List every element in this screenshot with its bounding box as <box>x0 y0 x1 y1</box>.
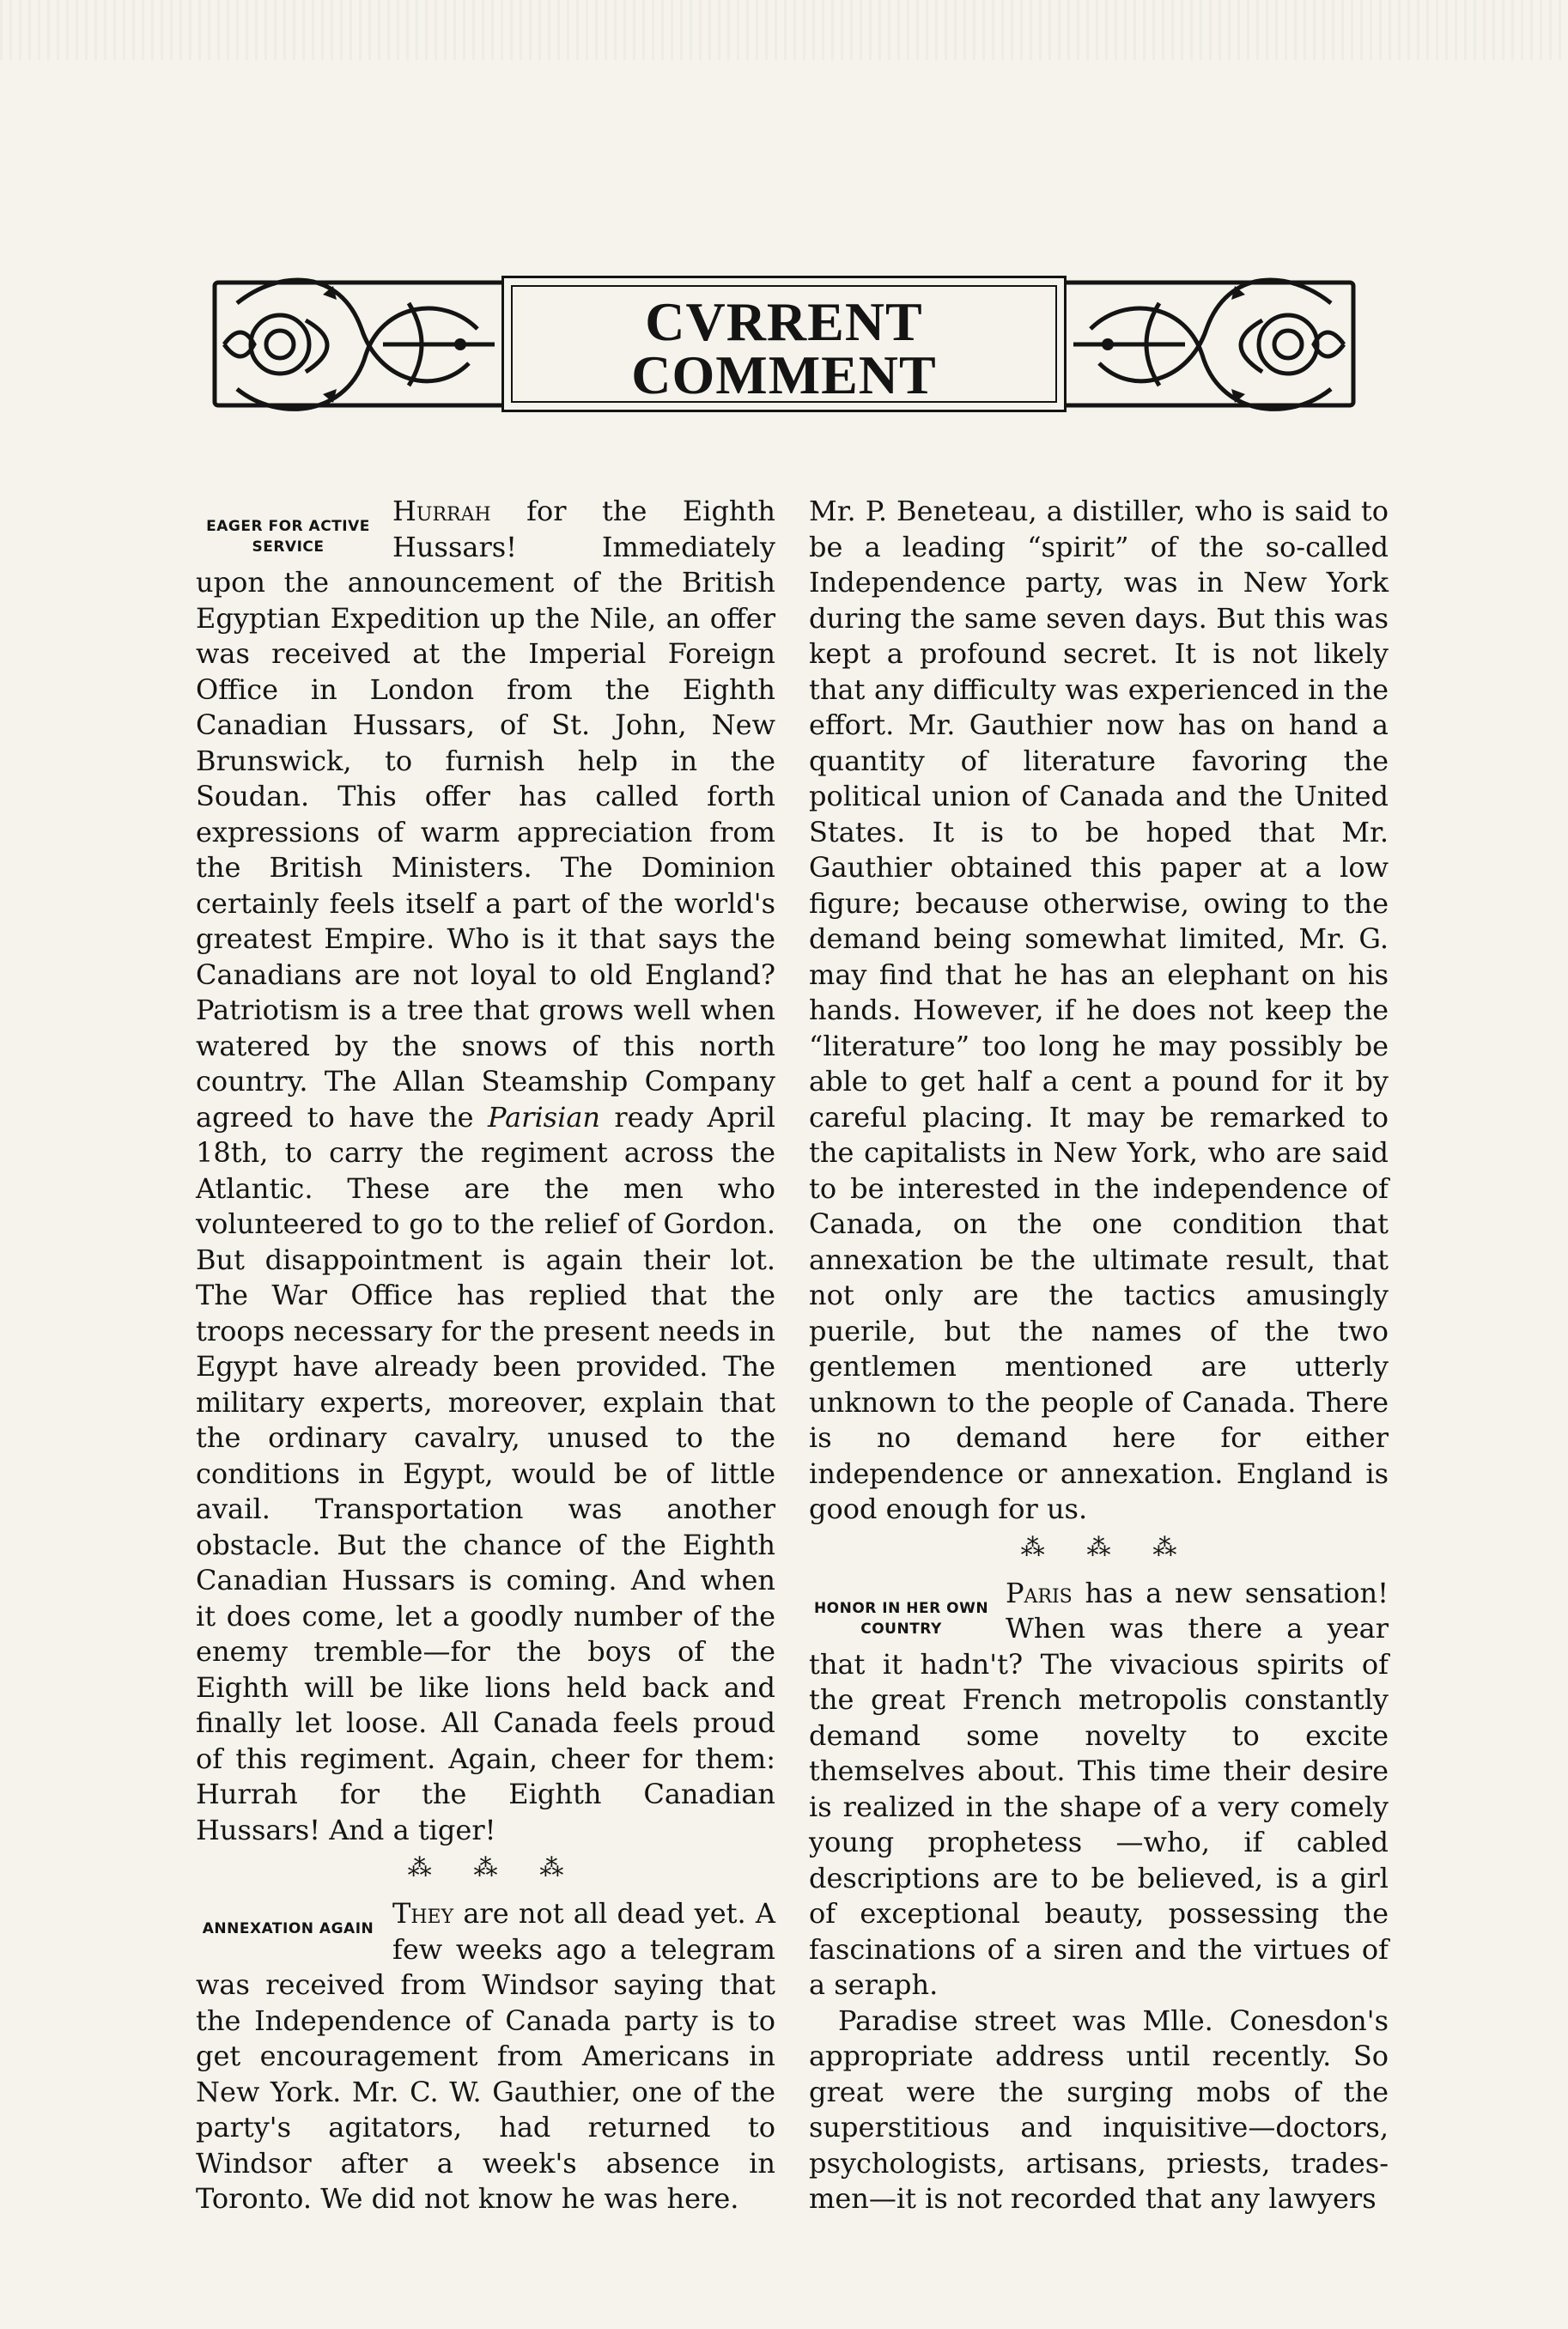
article-body: for the Eighth Hussars! Immediately upon the announcement of the British Egyptian Expedition up the Nile, an offer was received at the Imperial Foreign Office in London from the Eighth Canadian Hussars, of St. John, New Brunswick, to furnish help in the Soudan. This offer has called forth expressions of warm appreciation from the British Ministers. The Dominion certainly feels itself a part of the world's greatest Empire. Who is it that says the Canadians are not loyal to old England? Patriotism is a tree that grows well when watered by the snows of this north country. The Allan Steamship Company agreed to have the <box>196 495 775 1134</box>
section-separator: ⁂ ⁂ ⁂ <box>1020 1532 1177 1561</box>
left-column <box>196 494 775 2217</box>
right-column <box>809 494 1389 2217</box>
article-annexation-again-continued: Mr. P. Beneteau, a distiller, who is said to be a leading “spirit” of the so-called Independence party, was in New York during the same seven days. But this was kept a profound secret. It is not likely that any difficulty was experienced in the effort. Mr. Gauthier now has on hand a quantity of literature favoring the political union of Canada and the United States. It is to be hoped that Mr. Gauthier obtained this paper at a low figure; because otherwise, owing to the demand being somewhat limited, Mr. G. may find that he has an elephant on his hands. However, if he does not keep the “literature” too long he may possibly be able to get half a cent a pound for it by careful placing. It may be remarked to the capitalists in New York, who are said to be interested in the independence of Canada, on the one condition that annexation be the ultimate result, that not only are the tactics amusingly puerile, but the names of the two gentlemen mentioned are utterly unknown to the people of Canada. There is no demand here for either independence or annexation. England is good enough for us. <box>809 495 1389 1525</box>
article-eager-for-active-service <box>196 494 775 1848</box>
lead-word: Hurrah <box>392 495 491 527</box>
section-title <box>504 291 1064 405</box>
title-line-2: COMMENT <box>631 344 937 405</box>
article-body-continued: ready April 18th, to carry the regiment across the Atlantic. These are the men who volunteered to go to the relief of Gordon. But disappointment is again their lot. The War Office has replied that the troops necessary for the present needs in Egypt have already been provided. The military experts, moreover, explain that the ordinary cavalry, unused to the conditions in Egypt, would be of little avail. Transportation was another obstacle. But the chance of the Eighth Canadian Hussars is coming. And when it does come, let a goodly number of the enemy tremble—for the boys of the Eighth will be like lions held back and finally let loose. All Canada feels proud of this regiment. Again, cheer for them: Hurrah for the Eighth Canadian Hussars! And a tiger! <box>196 1100 776 1846</box>
print-scuff <box>0 0 1568 60</box>
lead-word: Paris <box>1006 1576 1073 1609</box>
side-heading: HONOR IN HER OWN COUNTRY <box>813 1599 989 1638</box>
masthead <box>211 269 1357 419</box>
article-paragraph: Paradise street was Mlle. Conesdon's appropriate address until recently. So great were the surging mobs of the superstitious and inquisitive—doctors, psychologists, artisans, priests, tradesmen—it is not recorded that any lawyers <box>809 2004 1389 2215</box>
section-separator: ⁂ ⁂ ⁂ <box>407 1853 564 1882</box>
side-heading: ANNEXATION AGAIN <box>202 1920 374 1937</box>
title-box <box>501 276 1067 412</box>
article-body: are not all dead yet. A few weeks ago a telegram was received from Windsor saying that the Independence of Canada party is to get encouragement from Americans in New York. Mr. C. W. Gauthier, one of the party's agitators, had returned to Windsor after a week's absence in Toronto. We did not know he was here. <box>196 1897 775 2215</box>
article-annexation-again <box>196 1896 775 2217</box>
article-honor-in-her-own-country <box>809 1576 1389 2004</box>
lead-word: They <box>392 1897 454 1930</box>
title-line-1: CVRRENT <box>645 291 923 352</box>
side-heading: EAGER FOR ACTIVE SERVICE <box>206 518 370 556</box>
ship-name: Parisian <box>487 1100 601 1134</box>
article-body: has a new sensation! When was there a year that it hadn't? The vivacious spirits of the great French metropolis constantly demand some novelty to excite themselves about. This time their desire is realized in the shape of a very comely young prophetess —who, if cabled descriptions are to be believed, is a girl of exceptional beauty, possessing the fascinations of a siren and the virtues of a seraph. <box>809 1576 1389 2001</box>
